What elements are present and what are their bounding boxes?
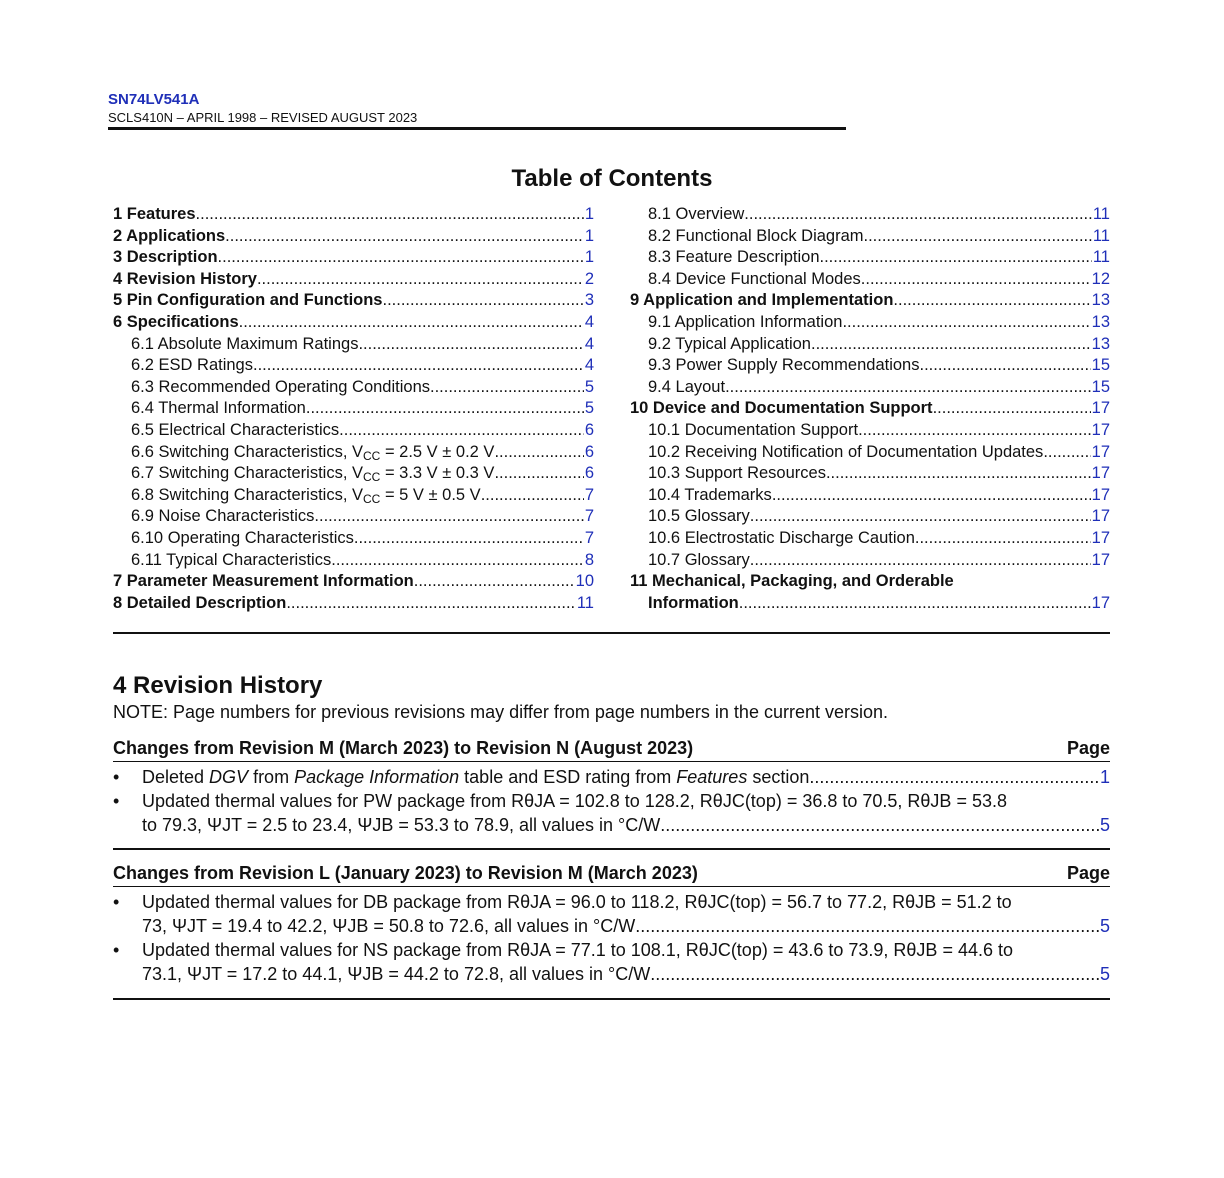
toc-entry-label[interactable]: 6 Specifications [113, 312, 239, 331]
dot-leader [354, 529, 584, 548]
toc-entry-label[interactable]: 2 Applications [113, 226, 226, 245]
toc-entry-label[interactable]: 6.3 Recommended Operating Conditions [131, 377, 431, 396]
dot-leader [339, 421, 584, 440]
toc-entry-label[interactable]: Information [648, 593, 739, 612]
dot-leader [744, 205, 1092, 224]
toc-entry[interactable] [113, 572, 594, 594]
bullet: • [113, 940, 120, 960]
toc-page-link[interactable]: 17 [1091, 420, 1110, 439]
change-line [142, 765, 1110, 789]
toc-entry[interactable] [630, 378, 1110, 400]
toc-entry-label[interactable]: 6.4 Thermal Information [131, 399, 306, 418]
toc-entry-label[interactable]: 11 Mechanical, Packaging, and Orderable [630, 572, 954, 591]
toc-label-text: 6.6 Switching Characteristics, V [131, 442, 364, 461]
toc-entry-label[interactable]: 9.4 Layout [648, 377, 726, 396]
toc-label-subscript: CC [363, 470, 381, 485]
dot-leader [383, 291, 584, 310]
toc-page-link[interactable]: 17 [1091, 550, 1110, 569]
dot-leader [430, 378, 584, 397]
change-text [142, 813, 660, 837]
toc-label-text: = 5 V ± 0.5 V [380, 485, 481, 504]
toc-entry[interactable] [113, 486, 594, 508]
change-item [113, 938, 1110, 986]
dot-leader [239, 313, 584, 332]
toc-entry[interactable] [630, 421, 1110, 443]
toc-label-subscript: CC [363, 491, 381, 506]
toc-entry-label[interactable]: 6.11 Typical Characteristics [131, 550, 332, 569]
toc-page-link[interactable]: 5 [584, 377, 594, 396]
toc-page-link[interactable]: 6 [584, 442, 594, 461]
toc-page-link[interactable]: 1 [584, 226, 594, 245]
toc-page-link[interactable]: 17 [1091, 464, 1110, 483]
dot-leader [864, 227, 1092, 246]
toc-page-link[interactable]: 13 [1091, 334, 1110, 353]
toc-entry[interactable] [630, 464, 1110, 486]
change-set-divider [113, 848, 1110, 850]
toc-entry[interactable] [113, 356, 594, 378]
toc-entry-label[interactable]: 9.3 Power Supply Recommendations [648, 356, 920, 375]
toc-entry[interactable] [113, 313, 594, 335]
toc-entry[interactable] [630, 572, 1110, 594]
dot-leader [635, 914, 1100, 938]
dot-leader [725, 378, 1091, 397]
change-text-part: from [248, 767, 295, 787]
toc-entry[interactable] [113, 399, 594, 421]
toc-page-link[interactable]: 10 [575, 572, 594, 591]
dot-leader [494, 464, 583, 483]
dot-leader [919, 356, 1090, 375]
toc-entry[interactable] [630, 486, 1110, 508]
dot-leader [811, 335, 1091, 354]
revision-note: NOTE: Page numbers for previous revisions may differ from page numbers in the current version. [113, 702, 889, 722]
dot-leader [414, 572, 575, 591]
change-set [113, 862, 1110, 986]
toc-left-column [113, 205, 594, 615]
change-line [142, 938, 1110, 962]
toc-page-link[interactable]: 17 [1091, 442, 1110, 461]
toc-entry-label[interactable]: 9 Application and Implementation [630, 291, 894, 310]
toc-entry[interactable] [113, 551, 594, 573]
toc-entry-label[interactable]: 10.1 Documentation Support [648, 420, 859, 439]
header-rule [108, 127, 846, 130]
dot-leader [218, 248, 584, 267]
heading-underline [113, 886, 1110, 887]
toc-page-link[interactable]: 17 [1091, 399, 1110, 418]
dot-leader [253, 356, 584, 375]
change-text [142, 938, 1013, 962]
change-set-title: Changes from Revision M (March 2023) to Revision N (August 2023) [113, 738, 694, 758]
toc-entry[interactable] [113, 335, 594, 357]
toc-label-text: 6.7 Switching Characteristics, V [131, 464, 364, 483]
toc-entry-label[interactable]: 6.9 Noise Characteristics [131, 507, 315, 526]
change-item [113, 765, 1110, 789]
page-header [108, 90, 846, 126]
toc-page-link[interactable]: 11 [1092, 226, 1110, 245]
toc-label-text: 6.8 Switching Characteristics, V [131, 485, 364, 504]
toc-entry[interactable] [630, 313, 1110, 335]
toc-entry-label[interactable]: 8 Detailed Description [113, 593, 287, 612]
part-number[interactable]: SN74LV541A [108, 91, 200, 108]
change-set-heading [113, 737, 1110, 759]
toc-entry[interactable] [113, 227, 594, 249]
toc-entry-label[interactable]: 10.2 Receiving Notification of Documentation Updates [648, 442, 1044, 461]
toc-entry[interactable] [630, 507, 1110, 529]
toc-page-link[interactable]: 4 [584, 334, 594, 353]
toc-title: Table of Contents [511, 165, 713, 192]
toc-entry-label[interactable]: 10.7 Glossary [648, 550, 750, 569]
toc-page-link[interactable]: 7 [584, 507, 594, 526]
dot-leader [842, 313, 1090, 332]
change-item [113, 890, 1110, 938]
change-text-part: section [747, 767, 810, 787]
change-text-part: Deleted [142, 767, 210, 787]
toc-entry-label[interactable]: 6.5 Electrical Characteristics [131, 420, 340, 439]
change-text [142, 789, 1007, 813]
dot-leader [314, 507, 583, 526]
toc-right-column [630, 205, 1110, 615]
change-line [142, 813, 1110, 837]
change-text-part: table and ESD rating from [459, 767, 677, 787]
toc-entry[interactable] [113, 443, 594, 465]
toc-entry-label[interactable]: 4 Revision History [113, 269, 257, 288]
toc-entry-label[interactable]: 10.4 Trademarks [648, 485, 772, 504]
toc-entry[interactable] [113, 464, 594, 486]
toc-divider [113, 632, 1110, 634]
toc-entry[interactable] [630, 551, 1110, 573]
toc-page-link[interactable]: 17 [1091, 507, 1110, 526]
change-line [142, 789, 1110, 813]
heading-underline [113, 761, 1110, 762]
toc-entry[interactable] [113, 205, 594, 227]
change-page-link[interactable]: 1 [1099, 767, 1110, 787]
toc-entry[interactable] [113, 529, 594, 551]
toc-entry[interactable] [113, 507, 594, 529]
dot-leader [650, 962, 1100, 986]
toc-page-link[interactable]: 5 [584, 399, 594, 418]
dot-leader [481, 486, 584, 505]
dot-leader [861, 270, 1091, 289]
toc-entry-label[interactable]: 3 Description [113, 248, 218, 267]
change-line [142, 890, 1110, 914]
document-id: SCLS410N – APRIL 1998 – REVISED AUGUST 2023 [108, 110, 418, 125]
toc-page-link[interactable]: 8 [584, 550, 594, 569]
toc-entry[interactable] [630, 248, 1110, 270]
toc-entry[interactable] [630, 529, 1110, 551]
toc-entry[interactable] [630, 335, 1110, 357]
dot-leader [739, 594, 1091, 613]
toc-entry[interactable] [630, 270, 1110, 292]
toc-page-link[interactable]: 11 [1092, 248, 1110, 267]
dot-leader [257, 270, 584, 289]
toc-entry[interactable] [113, 248, 594, 270]
toc-page-link[interactable]: 11 [576, 593, 594, 612]
dot-leader [306, 399, 584, 418]
toc-page-link[interactable]: 1 [584, 248, 594, 267]
change-text [142, 765, 809, 789]
toc-page-link[interactable]: 11 [1092, 205, 1110, 223]
toc-entry-label[interactable]: 10.3 Support Resources [648, 464, 826, 483]
bullet: • [113, 791, 120, 811]
dot-leader [826, 464, 1091, 483]
change-set-heading [113, 862, 1110, 884]
toc-entry-label[interactable]: 6.1 Absolute Maximum Ratings [131, 334, 359, 353]
toc-page-link[interactable]: 7 [584, 528, 594, 547]
toc-entry[interactable] [630, 291, 1110, 313]
change-text-part: Updated thermal values for DB package from RθJA = 96.0 to 118.2, RθJC(top) = 56.7 to 77.2, RθJB = 51.2 to [142, 892, 1012, 912]
toc-entry-label[interactable]: 8.2 Functional Block Diagram [648, 226, 864, 245]
dot-leader [494, 443, 583, 462]
toc-entry[interactable] [113, 291, 594, 313]
change-text-part: 73, ΨJT = 19.4 to 42.2, ΨJB = 50.8 to 72.6, all values in °C/W [142, 916, 636, 936]
dot-leader [820, 248, 1092, 267]
toc-entry-label[interactable] [131, 464, 494, 483]
toc-entry-label[interactable] [131, 486, 481, 505]
toc-entry-label[interactable] [131, 443, 494, 462]
toc-entry-label[interactable]: 10 Device and Documentation Support [630, 399, 933, 418]
toc-entry-label[interactable]: 1 Features [113, 205, 196, 223]
toc-entry-label[interactable]: 10.6 Electrostatic Discharge Caution [648, 528, 915, 547]
dot-leader [809, 765, 1100, 789]
page-column-label: Page [1066, 863, 1110, 883]
toc-entry-label[interactable]: 8.4 Device Functional Modes [648, 269, 861, 288]
toc-entry[interactable] [630, 594, 1110, 616]
change-text-part: Features [676, 767, 748, 787]
change-line [142, 914, 1110, 938]
dot-leader [286, 594, 576, 613]
toc-page-link[interactable]: 1 [584, 205, 594, 223]
dot-leader [893, 291, 1090, 310]
change-text [142, 914, 635, 938]
toc-entry-label[interactable]: 6.10 Operating Characteristics [131, 528, 354, 547]
dot-leader [358, 335, 583, 354]
toc-entry[interactable] [630, 356, 1110, 378]
change-page-link[interactable]: 5 [1099, 964, 1110, 984]
change-item [113, 789, 1110, 837]
toc-page-link[interactable]: 2 [584, 269, 594, 288]
change-text-part: DGV [209, 767, 249, 787]
toc-entry[interactable] [630, 205, 1110, 227]
toc-page-link[interactable]: 3 [584, 291, 594, 310]
dot-leader [225, 227, 584, 246]
toc-entry-label[interactable]: 5 Pin Configuration and Functions [113, 291, 383, 310]
dot-leader [750, 551, 1091, 570]
toc-entry-label[interactable]: 10.5 Glossary [648, 507, 750, 526]
toc-entry-label[interactable]: 6.2 ESD Ratings [131, 356, 253, 375]
change-text [142, 890, 1012, 914]
dot-leader [331, 551, 584, 570]
bullet: • [113, 892, 120, 912]
toc-entry-label[interactable]: 8.3 Feature Description [648, 248, 820, 267]
change-set [113, 737, 1110, 837]
change-text-part: to 79.3, ΨJT = 2.5 to 23.4, ΨJB = 53.3 to 78.9, all values in °C/W [142, 815, 661, 835]
toc-entry[interactable] [113, 270, 594, 292]
toc-entry[interactable] [630, 443, 1110, 465]
toc-entry-label[interactable]: 8.1 Overview [648, 205, 745, 223]
dot-leader [660, 813, 1100, 837]
change-text [142, 962, 650, 986]
dot-leader [858, 421, 1091, 440]
toc-entry[interactable] [630, 399, 1110, 421]
toc-page-link[interactable]: 13 [1091, 291, 1110, 310]
toc-page-link[interactable]: 6 [584, 464, 594, 483]
dot-leader [915, 529, 1091, 548]
change-set-title: Changes from Revision L (January 2023) to Revision M (March 2023) [113, 863, 698, 883]
toc-entry-label[interactable]: 9.2 Typical Application [648, 334, 811, 353]
toc-page-link[interactable]: 17 [1091, 593, 1110, 612]
toc-page-link[interactable]: 15 [1091, 356, 1110, 375]
toc-entry[interactable] [113, 421, 594, 443]
toc-page-link[interactable]: 15 [1091, 377, 1110, 396]
revision-history-title: 4 Revision History [113, 672, 323, 699]
toc-label-text: = 3.3 V ± 0.3 V [380, 464, 495, 483]
change-set-divider [113, 998, 1110, 1000]
change-text-part: Updated thermal values for PW package from RθJA = 102.8 to 128.2, RθJC(top) = 36.8 to 70.5, RθJB = 53.8 [142, 791, 1007, 811]
toc-entry[interactable] [113, 594, 594, 616]
change-text-part: Updated thermal values for NS package from RθJA = 77.1 to 108.1, RθJC(top) = 43.6 to 73.9, RθJB = 44.6 to [142, 940, 1013, 960]
toc-page-link[interactable]: 4 [584, 356, 594, 375]
change-line [142, 962, 1110, 986]
dot-leader [196, 205, 584, 224]
change-text-part: Package Information [294, 767, 460, 787]
change-text-part: 73.1, ΨJT = 17.2 to 44.1, ΨJB = 44.2 to 72.8, all values in °C/W [142, 964, 651, 984]
toc-page-link[interactable]: 17 [1091, 485, 1110, 504]
toc-label-text: = 2.5 V ± 0.2 V [380, 442, 495, 461]
dot-leader [933, 399, 1091, 418]
page-column-label: Page [1066, 738, 1110, 758]
toc-label-subscript: CC [363, 448, 381, 463]
dot-leader [1043, 443, 1090, 462]
toc-entry-label[interactable]: 9.1 Application Information [648, 312, 843, 331]
toc-page-link[interactable]: 4 [584, 312, 594, 331]
toc-page-link[interactable]: 17 [1091, 528, 1110, 547]
dot-leader [772, 486, 1091, 505]
toc-entry-label[interactable]: 7 Parameter Measurement Information [113, 572, 414, 591]
change-page-link[interactable]: 5 [1099, 815, 1110, 835]
dot-leader [750, 507, 1091, 526]
change-page-link[interactable]: 5 [1099, 916, 1110, 936]
toc-page-link[interactable]: 12 [1091, 269, 1110, 288]
toc-entry[interactable] [113, 378, 594, 400]
bullet: • [113, 767, 120, 787]
toc-entry[interactable] [630, 227, 1110, 249]
toc-page-link[interactable]: 13 [1091, 312, 1110, 331]
toc-page-link[interactable]: 7 [584, 485, 594, 504]
toc-page-link[interactable]: 6 [584, 420, 594, 439]
